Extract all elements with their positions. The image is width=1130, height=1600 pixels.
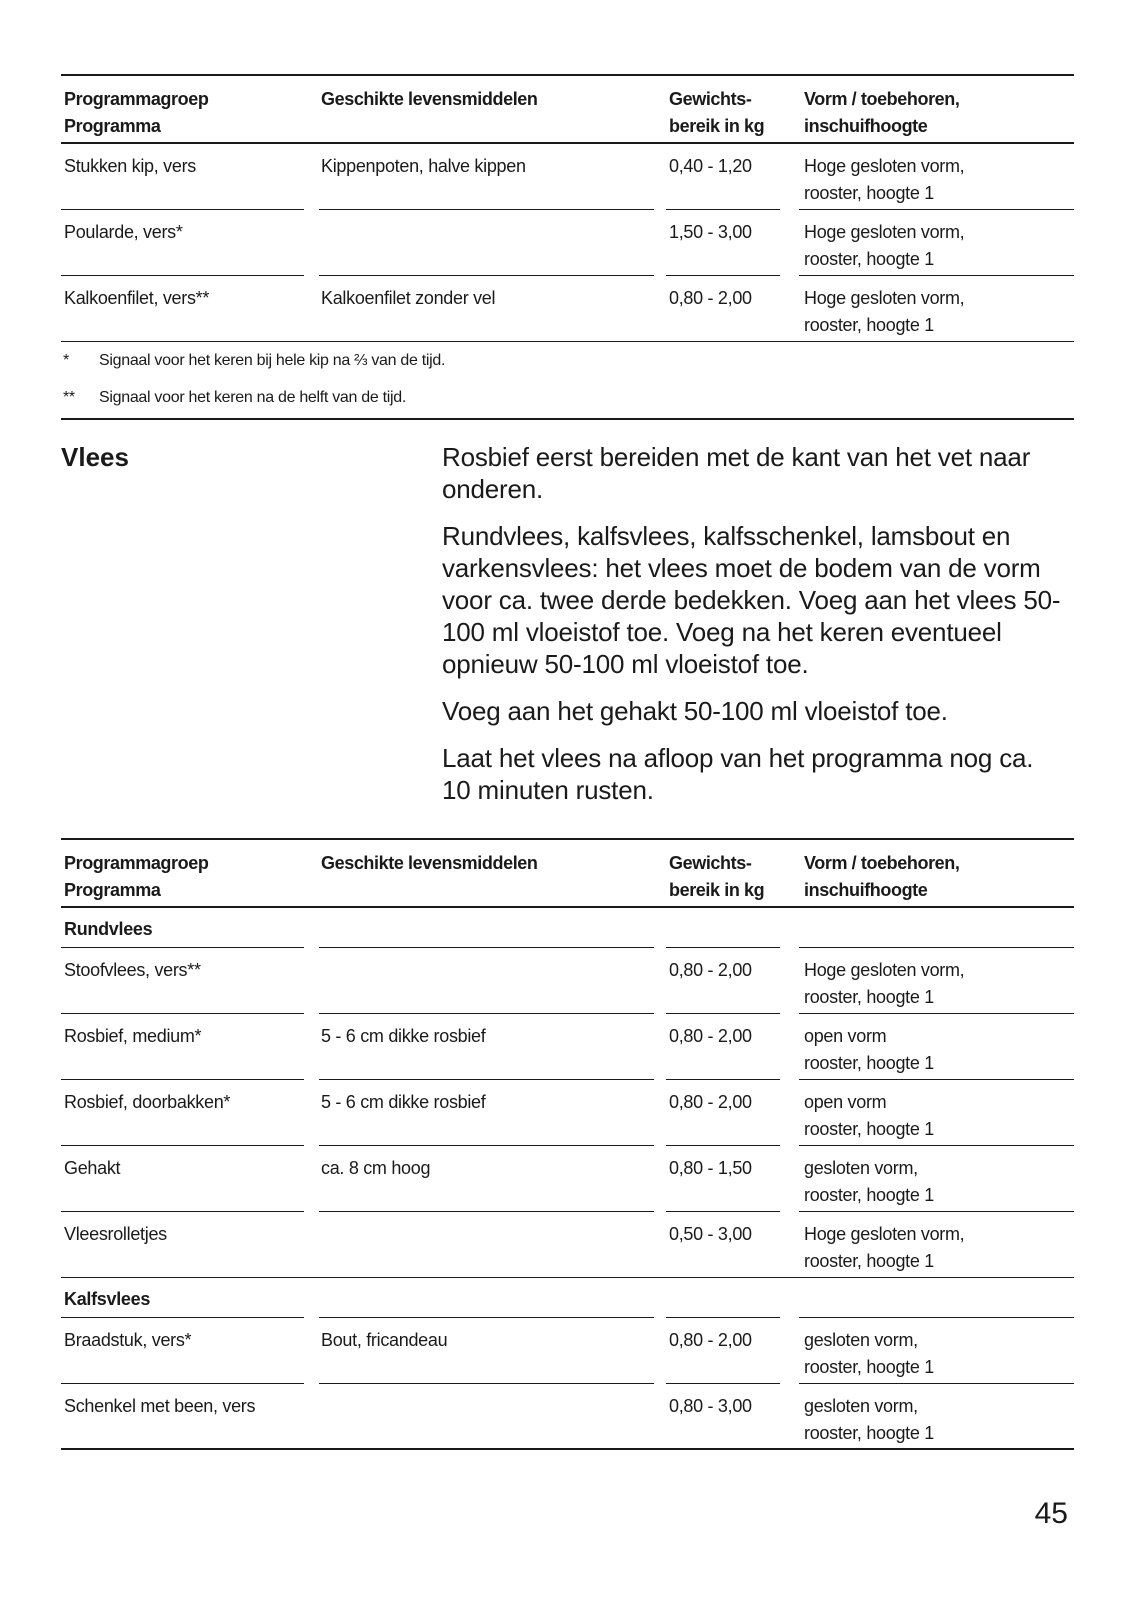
table-row	[61, 948, 1074, 1014]
header-foods: Geschikte levensmiddelen	[321, 89, 538, 109]
paragraph: Rundvlees, kalfsvlees, kalfsschenkel, lamsbout en varkensvlees: het vlees moet de bodem van de vorm voor ca. twee derde bedekken. Voeg aan het vlees 50-100 ml vloeistof toe. Voeg na het keren eventueel opnieuw 50-100 ml vloeistof toe.	[442, 521, 1061, 679]
cell-foods: Bout, fricandeau	[321, 1330, 448, 1350]
footnote-text: Signaal voor het keren bij hele kip na ⅔ van de tijd.	[99, 352, 446, 369]
section-title: Vlees	[61, 442, 129, 472]
table-row	[61, 1318, 1074, 1384]
cell-foods: Kalkoenfilet zonder vel	[321, 288, 496, 308]
cell-foods: ca. 8 cm hoog	[321, 1158, 431, 1178]
cell-weight: 0,80 - 2,00	[669, 1092, 752, 1112]
cell-dish: Hoge gesloten vorm, rooster, hoogte 1	[804, 222, 965, 269]
cell-dish: gesloten vorm, rooster, hoogte 1	[804, 1330, 934, 1377]
table-header	[61, 838, 1074, 908]
header-dish: Vorm / toebehoren, inschuifhoogte	[804, 89, 960, 136]
cell-foods: 5 - 6 cm dikke rosbief	[321, 1026, 486, 1046]
cell-program: Stukken kip, vers	[64, 156, 196, 176]
paragraph: Laat het vlees na afloop van het programma nog ca. 10 minuten rusten.	[442, 743, 1034, 805]
cell-dish: open vorm rooster, hoogte 1	[804, 1026, 934, 1073]
cell-dish: gesloten vorm, rooster, hoogte 1	[804, 1158, 934, 1205]
cell-foods: 5 - 6 cm dikke rosbief	[321, 1092, 486, 1112]
cell-weight: 0,80 - 2,00	[669, 960, 752, 980]
table-row	[61, 210, 1074, 276]
header-dish: Vorm / toebehoren, inschuifhoogte	[804, 853, 960, 900]
cell-weight: 0,80 - 2,00	[669, 1330, 752, 1350]
cell-weight: 0,80 - 3,00	[669, 1396, 752, 1416]
cell-weight: 0,80 - 2,00	[669, 288, 752, 308]
cell-weight: 0,80 - 1,50	[669, 1158, 752, 1178]
header-foods: Geschikte levensmiddelen	[321, 853, 538, 873]
cell-weight: 0,40 - 1,20	[669, 156, 752, 176]
meat-table	[61, 838, 1074, 1450]
cell-program: Rosbief, doorbakken*	[64, 1092, 231, 1112]
paragraph: Voeg aan het gehakt 50-100 ml vloeistof toe.	[442, 696, 948, 726]
cell-program: Vleesrolletjes	[64, 1224, 167, 1244]
cell-program: Gehakt	[64, 1158, 121, 1178]
footnote	[63, 389, 406, 407]
table-row	[61, 1384, 1074, 1450]
table-row	[61, 1146, 1074, 1212]
cell-dish: Hoge gesloten vorm, rooster, hoogte 1	[804, 288, 965, 335]
footnote	[63, 352, 445, 370]
group-label: Kalfsvlees	[64, 1289, 151, 1309]
section-body	[442, 441, 1062, 821]
group-label: Rundvlees	[64, 919, 153, 939]
cell-dish: Hoge gesloten vorm, rooster, hoogte 1	[804, 960, 965, 1007]
table-row	[61, 1014, 1074, 1080]
footnote-text: Signaal voor het keren na de helft van de tijd.	[99, 389, 407, 406]
cell-dish: Hoge gesloten vorm, rooster, hoogte 1	[804, 1224, 965, 1271]
table-row	[61, 1212, 1074, 1278]
table-header	[61, 74, 1074, 144]
table-row	[61, 276, 1074, 342]
table-row	[61, 1080, 1074, 1146]
footnote-mark: *	[63, 352, 69, 369]
header-weight: Gewichts- bereik in kg	[669, 853, 765, 900]
cell-dish: Hoge gesloten vorm, rooster, hoogte 1	[804, 156, 965, 203]
header-weight: Gewichts- bereik in kg	[669, 89, 765, 136]
cell-program: Braadstuk, vers*	[64, 1330, 192, 1350]
cell-weight: 0,80 - 2,00	[669, 1026, 752, 1046]
cell-program: Schenkel met been, vers	[64, 1396, 256, 1416]
table-row	[61, 144, 1074, 210]
cell-program: Kalkoenfilet, vers**	[64, 288, 210, 308]
cell-dish: gesloten vorm, rooster, hoogte 1	[804, 1396, 934, 1443]
paragraph: Rosbief eerst bereiden met de kant van het vet naar onderen.	[442, 442, 1031, 504]
cell-program: Rosbief, medium*	[64, 1026, 202, 1046]
header-program: Programmagroep Programma	[64, 853, 209, 900]
cell-foods: Kippenpoten, halve kippen	[321, 156, 526, 176]
cell-dish: open vorm rooster, hoogte 1	[804, 1092, 934, 1139]
cell-weight: 1,50 - 3,00	[669, 222, 752, 242]
poultry-table	[61, 74, 1074, 420]
cell-program: Poularde, vers*	[64, 222, 183, 242]
cell-weight: 0,50 - 3,00	[669, 1224, 752, 1244]
footnotes	[61, 342, 1074, 420]
page-number: 45	[1034, 1497, 1068, 1530]
divider	[61, 1448, 1074, 1450]
cell-program: Stoofvlees, vers**	[64, 960, 201, 980]
header-program: Programmagroep Programma	[64, 89, 209, 136]
footnote-mark: **	[63, 389, 75, 406]
group-row	[61, 1278, 1074, 1318]
group-row	[61, 908, 1074, 948]
